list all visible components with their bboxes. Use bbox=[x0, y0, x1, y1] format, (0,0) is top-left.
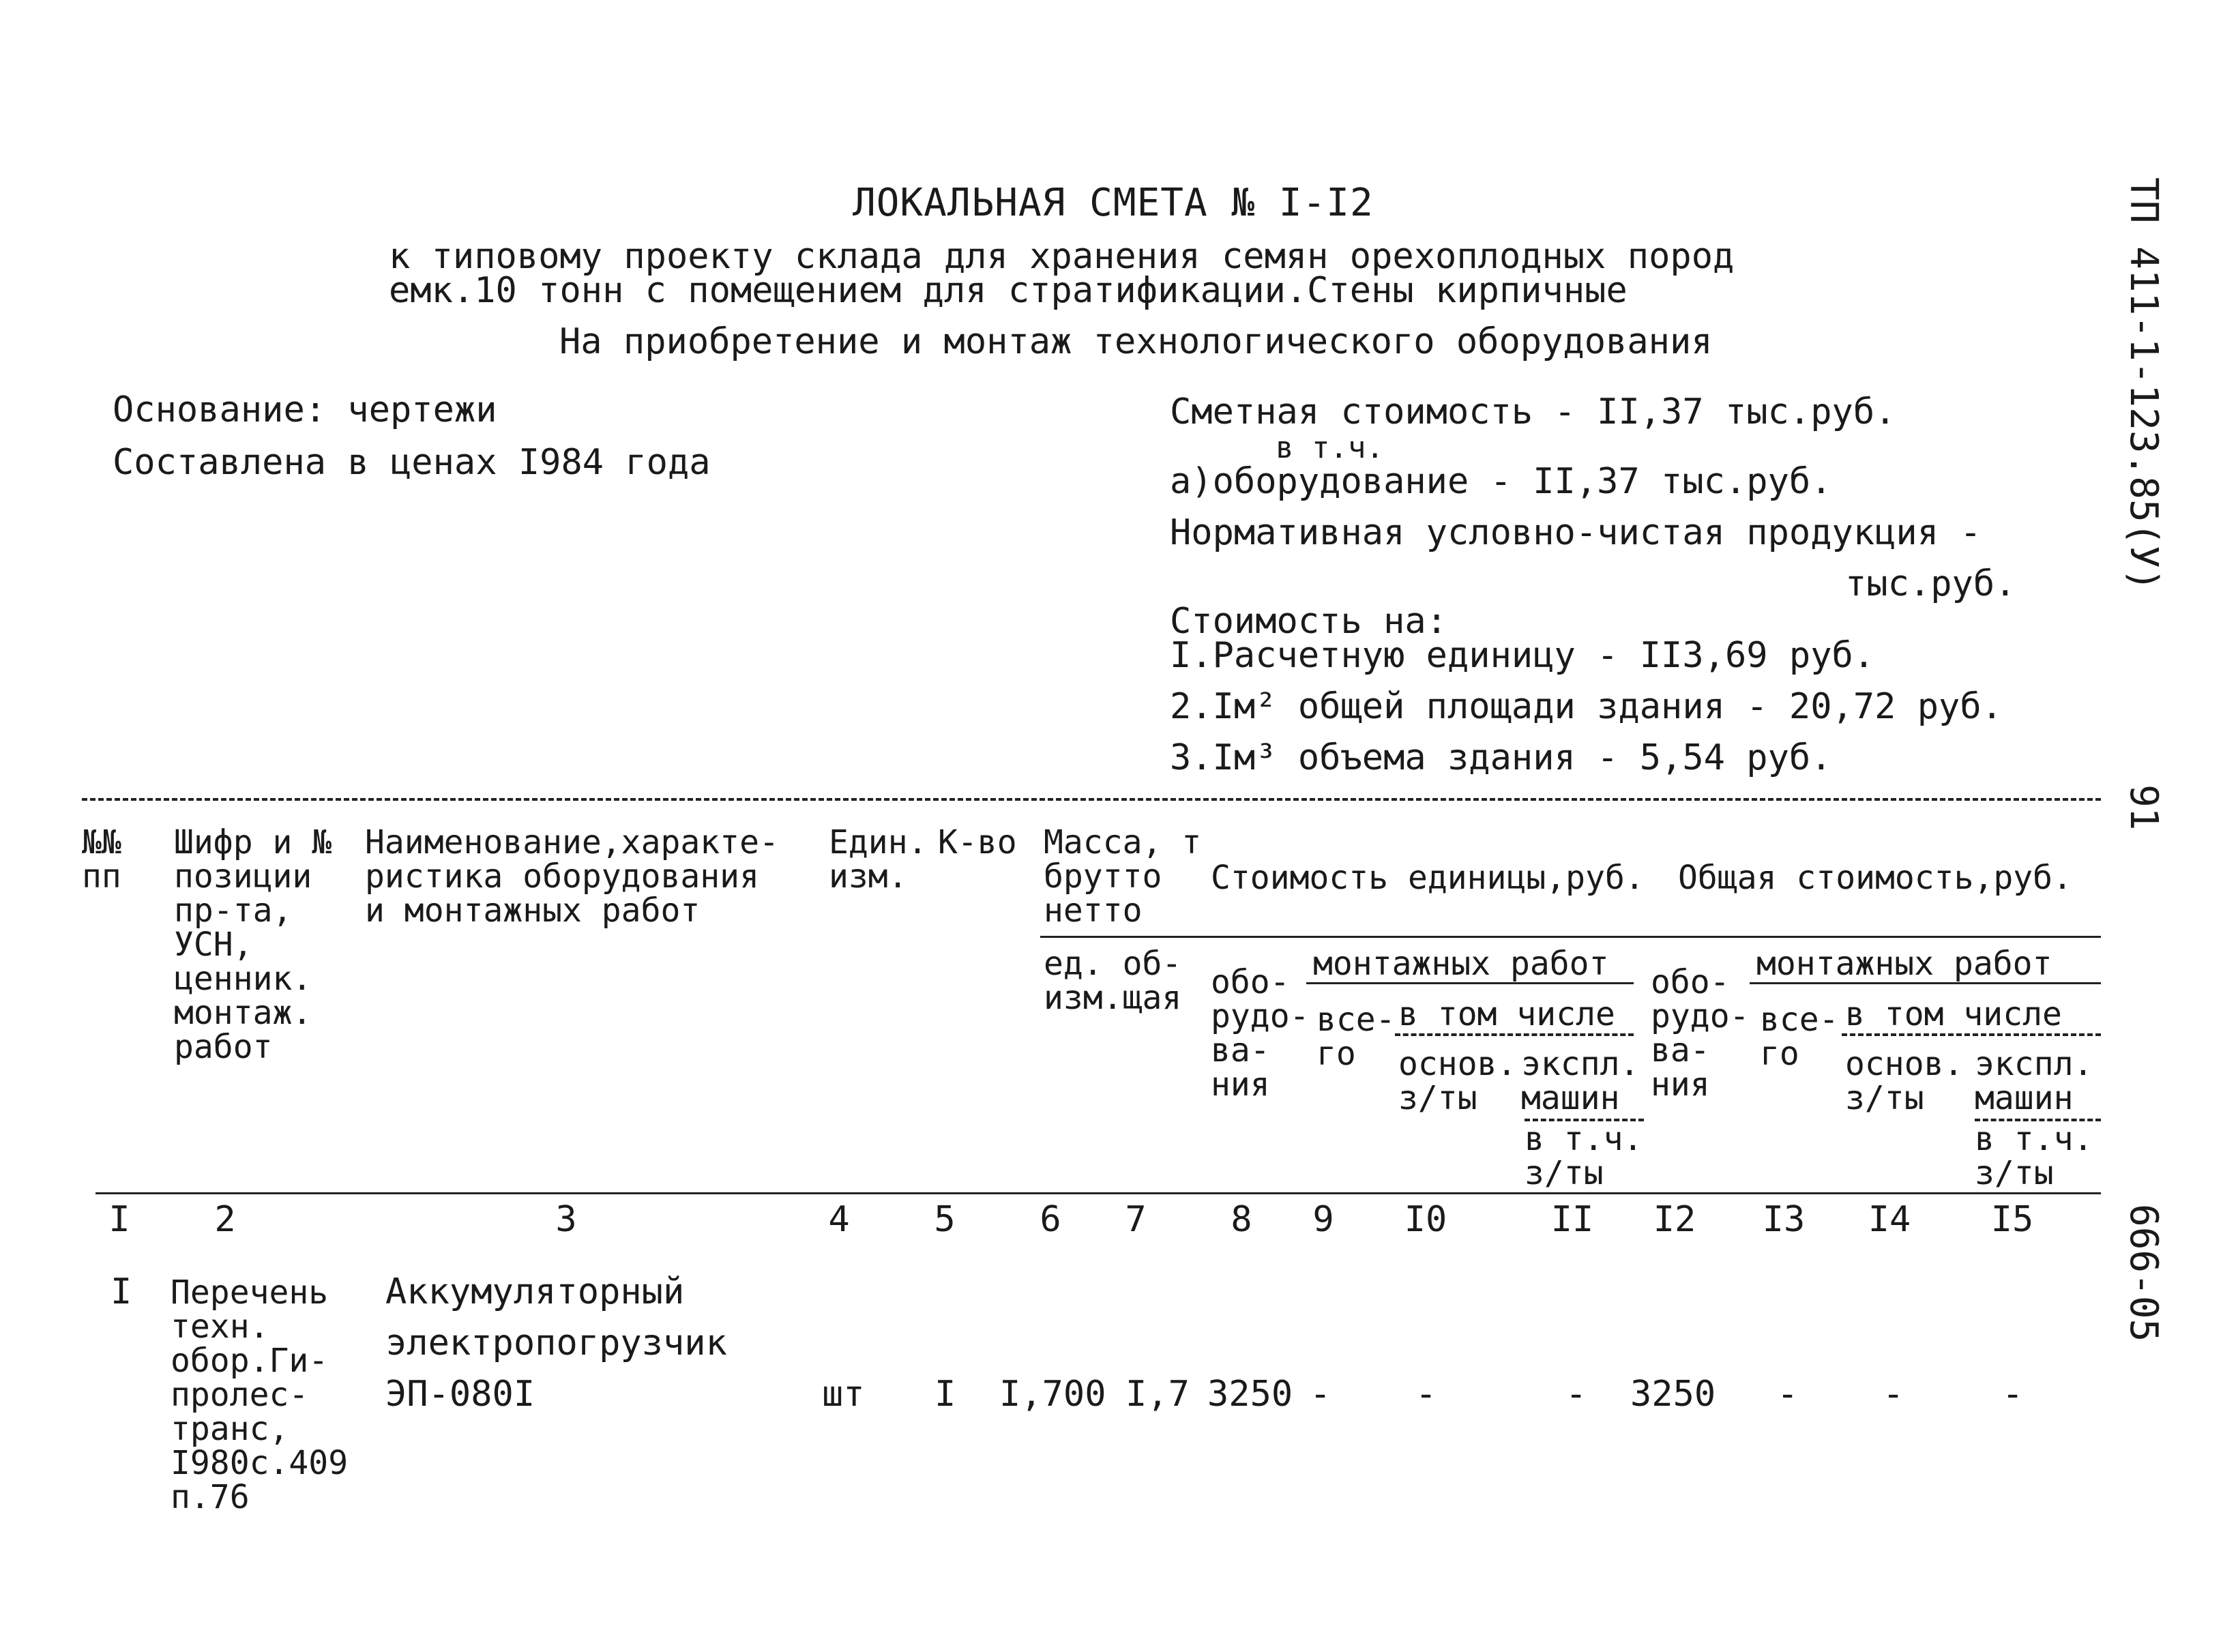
header-qty: К-во bbox=[938, 823, 1017, 861]
prices-line: Составлена в ценах I984 года bbox=[113, 442, 711, 483]
page-number: 91 bbox=[2121, 784, 2166, 831]
col-num-13: I3 bbox=[1762, 1199, 1806, 1240]
header-base-wage-total: основ. з/ты bbox=[1845, 1045, 1964, 1117]
header-rule-incl-total bbox=[1842, 1033, 2101, 1036]
header-mount-total: монтажных работ bbox=[1756, 945, 2052, 983]
normative-unit: тыс.руб. bbox=[1845, 563, 2016, 604]
row-total-base-wage: - bbox=[1883, 1374, 1904, 1415]
header-machines-wage-total: в т.ч. з/ты bbox=[1975, 1120, 2093, 1192]
header-total-total: все- го bbox=[1760, 1001, 1839, 1073]
row-name-2: электропогрузчик bbox=[385, 1323, 727, 1363]
subtitle-line-2: емк.10 тонн с помещением для стратификации.Стены кирпичные bbox=[389, 270, 1628, 311]
project-code-label: ТП 411-1-123.85(У) bbox=[2121, 177, 2166, 591]
cost-per-unit: I.Расчетную единицу - II3,69 руб. bbox=[1170, 635, 1875, 676]
row-code: Перечень техн. обор.Ги- пролес- транс, I980с.409 п.76 bbox=[171, 1273, 349, 1516]
col-num-7: 7 bbox=[1125, 1199, 1147, 1240]
col-num-2: 2 bbox=[214, 1199, 236, 1240]
col-num-9: 9 bbox=[1312, 1199, 1334, 1240]
header-equip-total: обо- рудо- ва- ния bbox=[1651, 963, 1750, 1104]
col-num-14: I4 bbox=[1868, 1199, 1911, 1240]
row-name-3: ЭП-080I bbox=[385, 1374, 535, 1415]
col-num-15: I5 bbox=[1990, 1199, 2034, 1240]
cost-per-m2: 2.Iм² общей площади здания - 20,72 руб. bbox=[1170, 686, 2003, 727]
header-incl-total: в том числе bbox=[1845, 995, 2062, 1033]
doc-code: 666-05 bbox=[2121, 1204, 2166, 1342]
header-machines-unit: экспл. машин bbox=[1521, 1045, 1640, 1117]
equipment-cost: а)оборудование - II,37 тыс.руб. bbox=[1170, 461, 1832, 502]
header-rule-1 bbox=[1040, 936, 2101, 938]
row-unit: шт bbox=[822, 1374, 865, 1415]
normative-label: Нормативная условно-чистая продукция - bbox=[1170, 512, 1982, 553]
row-total-equip: 3250 bbox=[1630, 1374, 1716, 1415]
col-num-12: I2 bbox=[1653, 1199, 1696, 1240]
including-label: в т.ч. bbox=[1276, 430, 1384, 465]
header-mass: Масса, т брутто нетто bbox=[1044, 823, 1202, 930]
row-unit-mount-total: - bbox=[1310, 1374, 1331, 1415]
header-machines-total: экспл. машин bbox=[1975, 1045, 2093, 1117]
cost-per-label: Стоимость на: bbox=[1170, 601, 1447, 642]
header-total-cost: Общая стоимость,руб. bbox=[1678, 859, 2072, 897]
column-numbers-top-rule bbox=[95, 1192, 2101, 1194]
subtitle-line-1: к типовому проекту склада для хранения семян орехоплодных пород bbox=[389, 236, 1735, 277]
col-num-6: 6 bbox=[1040, 1199, 1061, 1240]
header-rule-mount-unit bbox=[1306, 982, 1634, 984]
header-code: Шифр и № позиции пр-та, УСН, ценник. монтаж. работ bbox=[174, 823, 332, 1066]
table-top-rule bbox=[82, 798, 2101, 801]
row-mass-total: I,7 bbox=[1125, 1374, 1190, 1415]
row-unit-base-wage: - bbox=[1415, 1374, 1437, 1415]
header-rule-incl-unit bbox=[1395, 1033, 1634, 1036]
estimated-cost: Сметная стоимость - II,37 тыс.руб. bbox=[1170, 392, 1896, 432]
header-incl-unit: в том числе bbox=[1398, 995, 1615, 1033]
row-qty: I bbox=[934, 1374, 956, 1415]
header-total-unit: все- го bbox=[1316, 1001, 1396, 1073]
col-num-5: 5 bbox=[934, 1199, 956, 1240]
row-unit-machines: - bbox=[1565, 1374, 1587, 1415]
basis-line: Основание: чертежи bbox=[113, 389, 497, 430]
row-mass-unit: I,700 bbox=[999, 1374, 1106, 1415]
header-num: №№ пп bbox=[82, 823, 121, 896]
header-machines-wage-unit: в т.ч. з/ты bbox=[1525, 1120, 1643, 1192]
row-unit-equip: 3250 bbox=[1207, 1374, 1293, 1415]
header-rule-mount-total bbox=[1750, 982, 2101, 984]
row-name-1: Аккумуляторный bbox=[385, 1271, 685, 1312]
header-base-wage-unit: основ. з/ты bbox=[1398, 1045, 1517, 1117]
header-mount-unit: монтажных работ bbox=[1313, 945, 1609, 983]
document-title: ЛОКАЛЬНАЯ СМЕТА № I-I2 bbox=[853, 181, 1374, 225]
header-mass-sub: ед. об- изм.щая bbox=[1044, 945, 1182, 1017]
col-num-1: I bbox=[108, 1199, 130, 1240]
header-name: Наименование,характе- ристика оборудования и монтажных работ bbox=[365, 823, 779, 930]
col-num-4: 4 bbox=[828, 1199, 850, 1240]
subtitle-line-3: На приобретение и монтаж технологического оборудования bbox=[559, 321, 1713, 362]
cost-per-m3: 3.Iм³ объема здания - 5,54 руб. bbox=[1170, 737, 1832, 778]
col-num-8: 8 bbox=[1231, 1199, 1252, 1240]
row-total-machines: - bbox=[2002, 1374, 2024, 1415]
col-num-3: 3 bbox=[555, 1199, 577, 1240]
row-num: I bbox=[111, 1271, 132, 1312]
header-equip-unit: обо- рудо- ва- ния bbox=[1211, 963, 1310, 1104]
header-unit: Един. изм. bbox=[829, 823, 928, 896]
header-unit-cost: Стоимость единицы,руб. bbox=[1211, 859, 1645, 897]
col-num-10: I0 bbox=[1404, 1199, 1447, 1240]
col-num-11: II bbox=[1550, 1199, 1594, 1240]
row-total-mount: - bbox=[1777, 1374, 1799, 1415]
